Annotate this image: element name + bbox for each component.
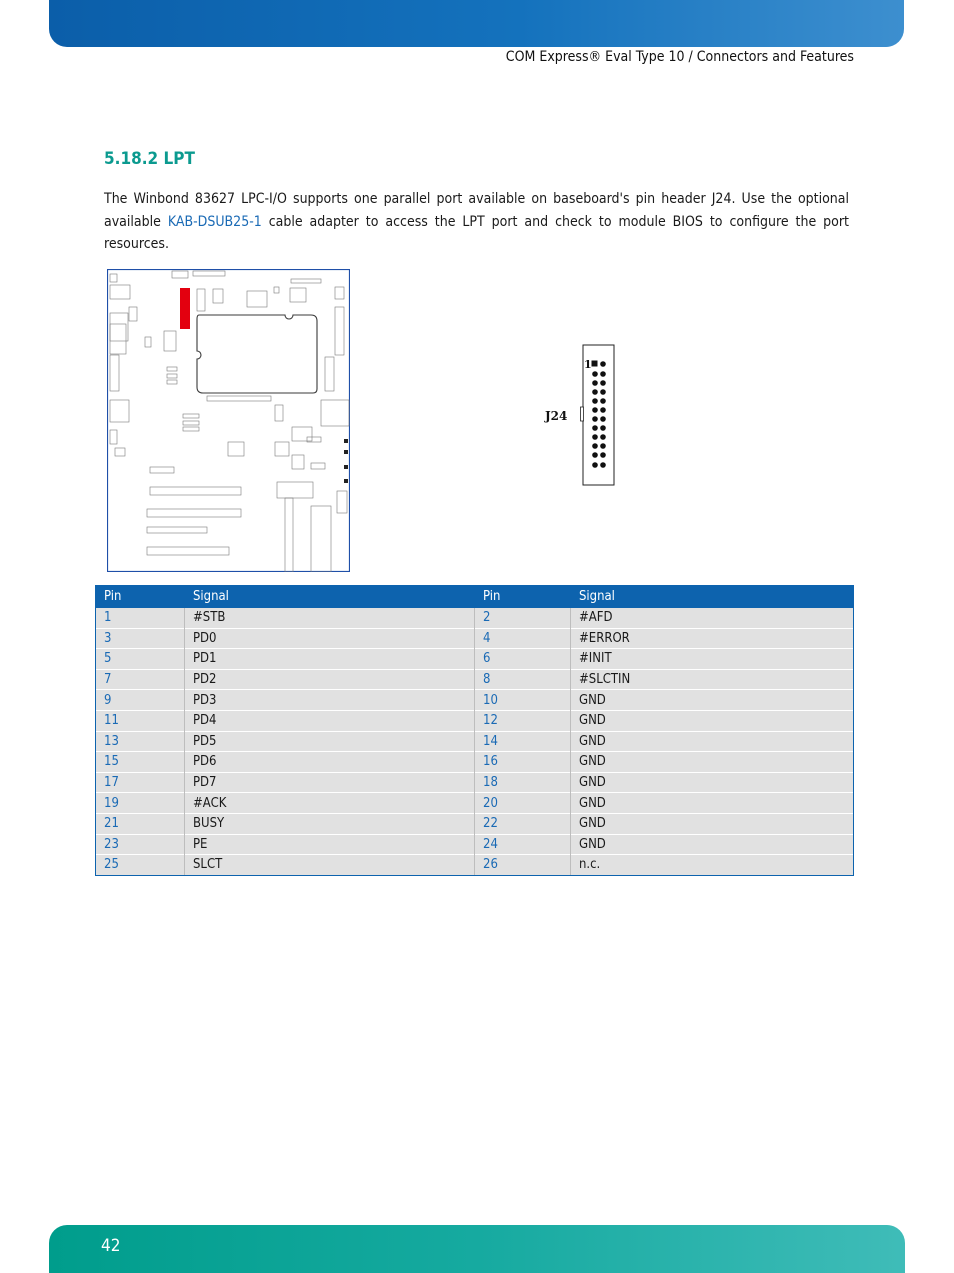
pin-number-cell: 21 [96,813,185,834]
pin-number-cell: 6 [475,649,571,670]
table-row [96,813,854,834]
table-row [96,855,854,876]
intro-text-after: cable adapter to access the LPT port and check to module BIOS to configure the port resources. [104,213,849,252]
pin-number-cell: 23 [96,834,185,855]
pin-number-cell: 20 [475,793,571,814]
signal-name-cell: #SLCTIN [571,669,854,690]
pin-number-cell: 17 [96,772,185,793]
signal-name-cell: GND [571,710,854,731]
pin-number-cell: 11 [96,710,185,731]
signal-name-cell: GND [571,834,854,855]
page-number: 42 [101,1236,121,1256]
signal-name-cell: PD1 [185,649,475,670]
table-row [96,710,854,731]
pin-number-cell: 9 [96,690,185,711]
table-row [96,834,854,855]
header-signal: Signal [185,586,475,608]
signal-name-cell: PD0 [185,628,475,649]
pin-number-cell: 8 [475,669,571,690]
signal-name-cell: #AFD [571,608,854,629]
table-row [96,649,854,670]
signal-name-cell: #ACK [185,793,475,814]
connector-label: J24 [545,409,568,423]
signal-name-cell: GND [571,752,854,773]
header-pin: Pin [475,586,571,608]
signal-name-cell: PD5 [185,731,475,752]
lpt-pinout-table [95,585,854,876]
pin-number-cell: 3 [96,628,185,649]
signal-name-cell: PD7 [185,772,475,793]
pin-number-cell: 5 [96,649,185,670]
header-signal: Signal [571,586,854,608]
pin-number-cell: 14 [475,731,571,752]
signal-name-cell: PD3 [185,690,475,711]
bottom-banner [49,1225,905,1273]
top-banner [49,0,904,47]
signal-name-cell: GND [571,813,854,834]
signal-name-cell: #ERROR [571,628,854,649]
pin-number-cell: 1 [96,608,185,629]
header-title: COM Express® Eval Type 10 / Connectors and Features [505,49,854,65]
signal-name-cell: PE [185,834,475,855]
table-header-row [96,586,854,608]
pin1-label: 1 [584,358,592,371]
table-row [96,752,854,773]
baseboard-diagram [107,269,350,572]
signal-name-cell: GND [571,690,854,711]
pin-number-cell: 19 [96,793,185,814]
signal-name-cell: GND [571,772,854,793]
signal-name-cell: SLCT [185,855,475,876]
signal-name-cell: #STB [185,608,475,629]
header-pin: Pin [96,586,185,608]
pin-number-cell: 18 [475,772,571,793]
intro-text-before: The Winbond 83627 LPC-I/O supports one parallel port available on baseboard's pin header J24. Use the optional available [104,191,849,230]
signal-name-cell: PD4 [185,710,475,731]
pin-number-cell: 4 [475,628,571,649]
j24-connector-diagram [540,340,630,490]
section-title: 5.18.2 LPT [104,149,195,169]
signal-name-cell: GND [571,731,854,752]
signal-name-cell: BUSY [185,813,475,834]
signal-name-cell: n.c. [571,855,854,876]
table-row [96,793,854,814]
pin-number-cell: 15 [96,752,185,773]
table-row [96,669,854,690]
pin-number-cell: 22 [475,813,571,834]
table-row [96,628,854,649]
table-row [96,608,854,629]
signal-name-cell: GND [571,793,854,814]
signal-name-cell: PD2 [185,669,475,690]
signal-name-cell: #INIT [571,649,854,670]
pin-number-cell: 25 [96,855,185,876]
j24-highlight [180,288,190,329]
pin-number-cell: 26 [475,855,571,876]
pin-number-cell: 7 [96,669,185,690]
table-row [96,731,854,752]
table-row [96,772,854,793]
signal-name-cell: PD6 [185,752,475,773]
pin-number-cell: 13 [96,731,185,752]
table-row [96,690,854,711]
pin-number-cell: 16 [475,752,571,773]
cable-adapter-link[interactable]: KAB-DSUB25-1 [167,213,262,230]
pin-number-cell: 10 [475,690,571,711]
pin-number-cell: 24 [475,834,571,855]
intro-paragraph [104,188,849,256]
pin-number-cell: 12 [475,710,571,731]
pin-number-cell: 2 [475,608,571,629]
